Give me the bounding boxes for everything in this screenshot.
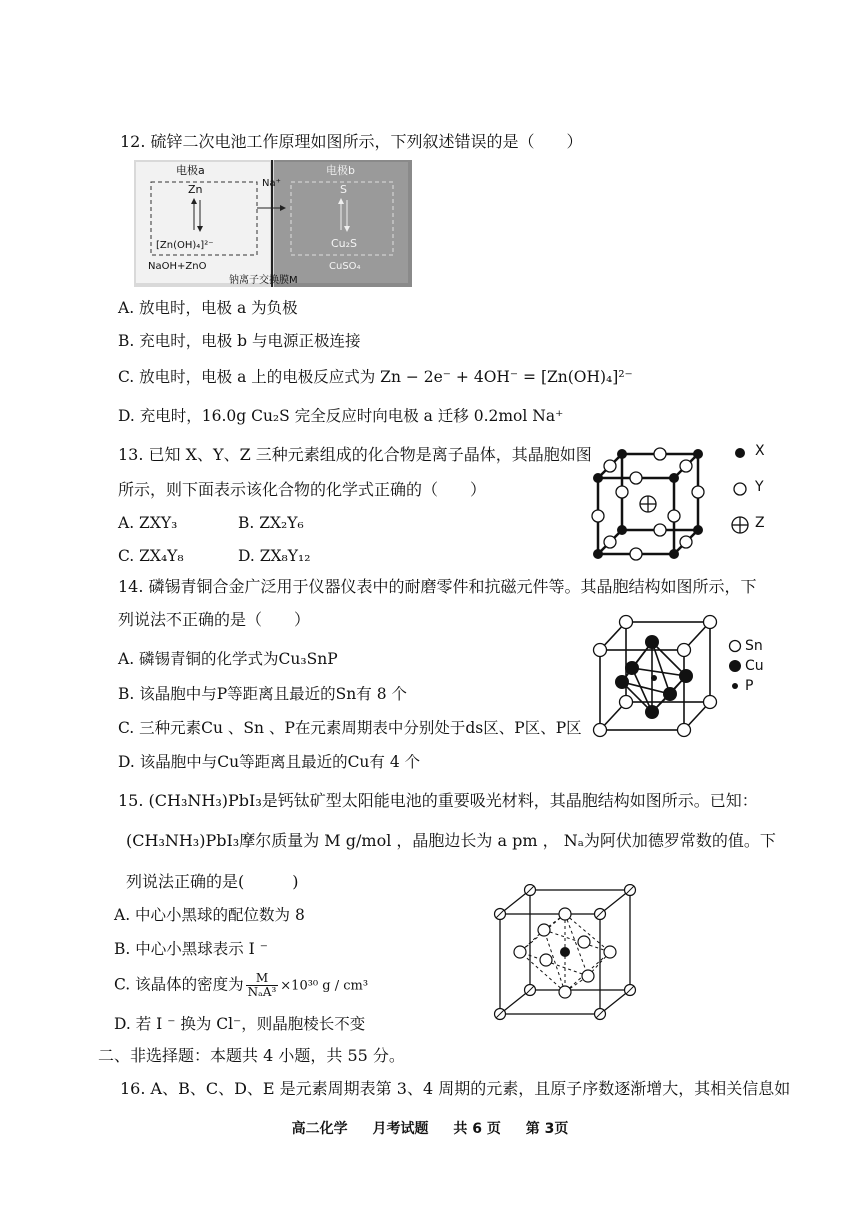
q13-option-a: A. ZXY₃ [118,514,178,532]
q12-option-b: B. 充电时，电极 b 与电源正极连接 [118,332,361,350]
q12-option-a: A. 放电时，电极 a 为负极 [118,299,298,317]
battery-diagram [134,160,412,287]
q15-stem-line3: 列说法正确的是( ) [126,872,299,891]
footer-exam: 月考试题 [372,1121,429,1137]
q14-legend-icons [727,636,743,696]
q14-stem-line1: 14. 磷锡青铜合金广泛用于仪器仪表中的耐磨零件和抗磁元件等。其晶胞结构如图所示，下 [118,577,757,596]
solution-left-label: NaOH+ZnO [148,261,207,272]
q12-option-c: C. 放电时，电极 a 上的电极反应式为 Zn − 2e⁻ + 4OH⁻ = [Zn(OH)₄]²⁻ [118,368,633,386]
q14-stem-line2: 列说法不正确的是（ ） [118,610,311,629]
q13-stem-line1: 13. 已知 X、Y、Z 三种元素组成的化合物是离子晶体，其晶胞如图 [118,445,592,464]
membrane-label: 钠离子交换膜M [229,275,298,286]
q12-stem: 12. 硫锌二次电池工作原理如图所示，下列叙述错误的是（ ） [120,132,583,151]
footer-subject: 高二化学 [291,1121,348,1137]
electrode-a-label: 电极a [176,164,205,177]
q14-option-d: D. 该晶胞中与Cu等距离且最近的Cu有 4 个 [118,753,421,771]
electrode-b-label: 电极b [326,164,355,177]
q15-stem-line2: (CH₃NH₃)PbI₃摩尔质量为 M g/mol ，晶胞边长为 a pm ， Nₐ为阿伏加德罗常数的值。下 [126,831,776,850]
q14-legend-p: P [745,678,754,694]
zn-complex-label: [Zn(OH)₄]²⁻ [156,240,214,251]
q13-legend-y: Y [755,479,764,495]
footer-page: 第 3页 [525,1121,569,1137]
q15-option-a: A. 中心小黑球的配位数为 8 [114,906,305,924]
footer-total: 共 6 页 [453,1121,501,1137]
q15-crystal-cell-figure [492,884,642,1022]
q15-option-c-prefix: C. 该晶体的密度为 [114,975,244,994]
q12-option-d: D. 充电时，16.0g Cu₂S 完全反应时向电极 a 迁移 0.2mol Na⁺ [118,407,564,425]
cu2s-label: Cu₂S [331,237,358,250]
q14-option-c: C. 三种元素Cu 、Sn 、P在元素周期表中分别处于ds区、P区、P区 [118,719,582,737]
q14-crystal-cell-figure [592,614,720,738]
solution-right-label: CuSO₄ [329,261,361,272]
page-footer [0,1118,860,1138]
q14-option-b: B. 该晶胞中与P等距离且最近的Sn有 8 个 [118,685,407,703]
q13-legend-x: X [755,443,765,459]
fraction-denominator: NₐA³ [247,985,277,999]
q13-legend-z: Z [755,515,765,531]
zn-label: Zn [188,183,203,196]
q13-crystal-cell-figure [590,446,710,564]
s-label: S [340,183,347,196]
q14-legend-sn: Sn [745,638,763,654]
na-ion-label: Na⁺ [262,178,281,189]
q13-option-c: C. ZX₄Y₈ [118,547,184,565]
section2-heading: 二、非选择题：本题共 4 小题，共 55 分。 [98,1046,405,1065]
q16-stem: 16. A、B、C、D、E 是元素周期表第 3、4 周期的元素，且原子序数逐渐增大，其相关信息如 [120,1079,791,1098]
q13-option-b: B. ZX₂Y₆ [238,514,304,532]
q14-option-a: A. 磷锡青铜的化学式为Cu₃SnP [118,650,338,668]
fraction-numerator: M [246,972,279,986]
q15-stem-line1: 15. (CH₃NH₃)PbI₃是钙钛矿型太阳能电池的重要吸光材料，其晶胞结构如图所示。已知： [118,791,758,810]
q15-option-c-suffix: ×10³⁰ g / cm³ [280,978,369,994]
q13-stem-line2: 所示，则下面表示该化合物的化学式正确的（ ） [118,480,487,499]
q13-option-d: D. ZX₈Y₁₂ [238,547,311,565]
q15-option-c [114,972,368,999]
q15-option-d: D. 若 I ⁻ 换为 Cl⁻，则晶胞棱长不变 [114,1015,366,1033]
q15-option-b: B. 中心小黑球表示 I ⁻ [114,940,268,958]
q13-legend-icons [731,444,749,534]
q14-legend-cu: Cu [745,658,764,674]
q15-density-fraction [246,972,279,999]
